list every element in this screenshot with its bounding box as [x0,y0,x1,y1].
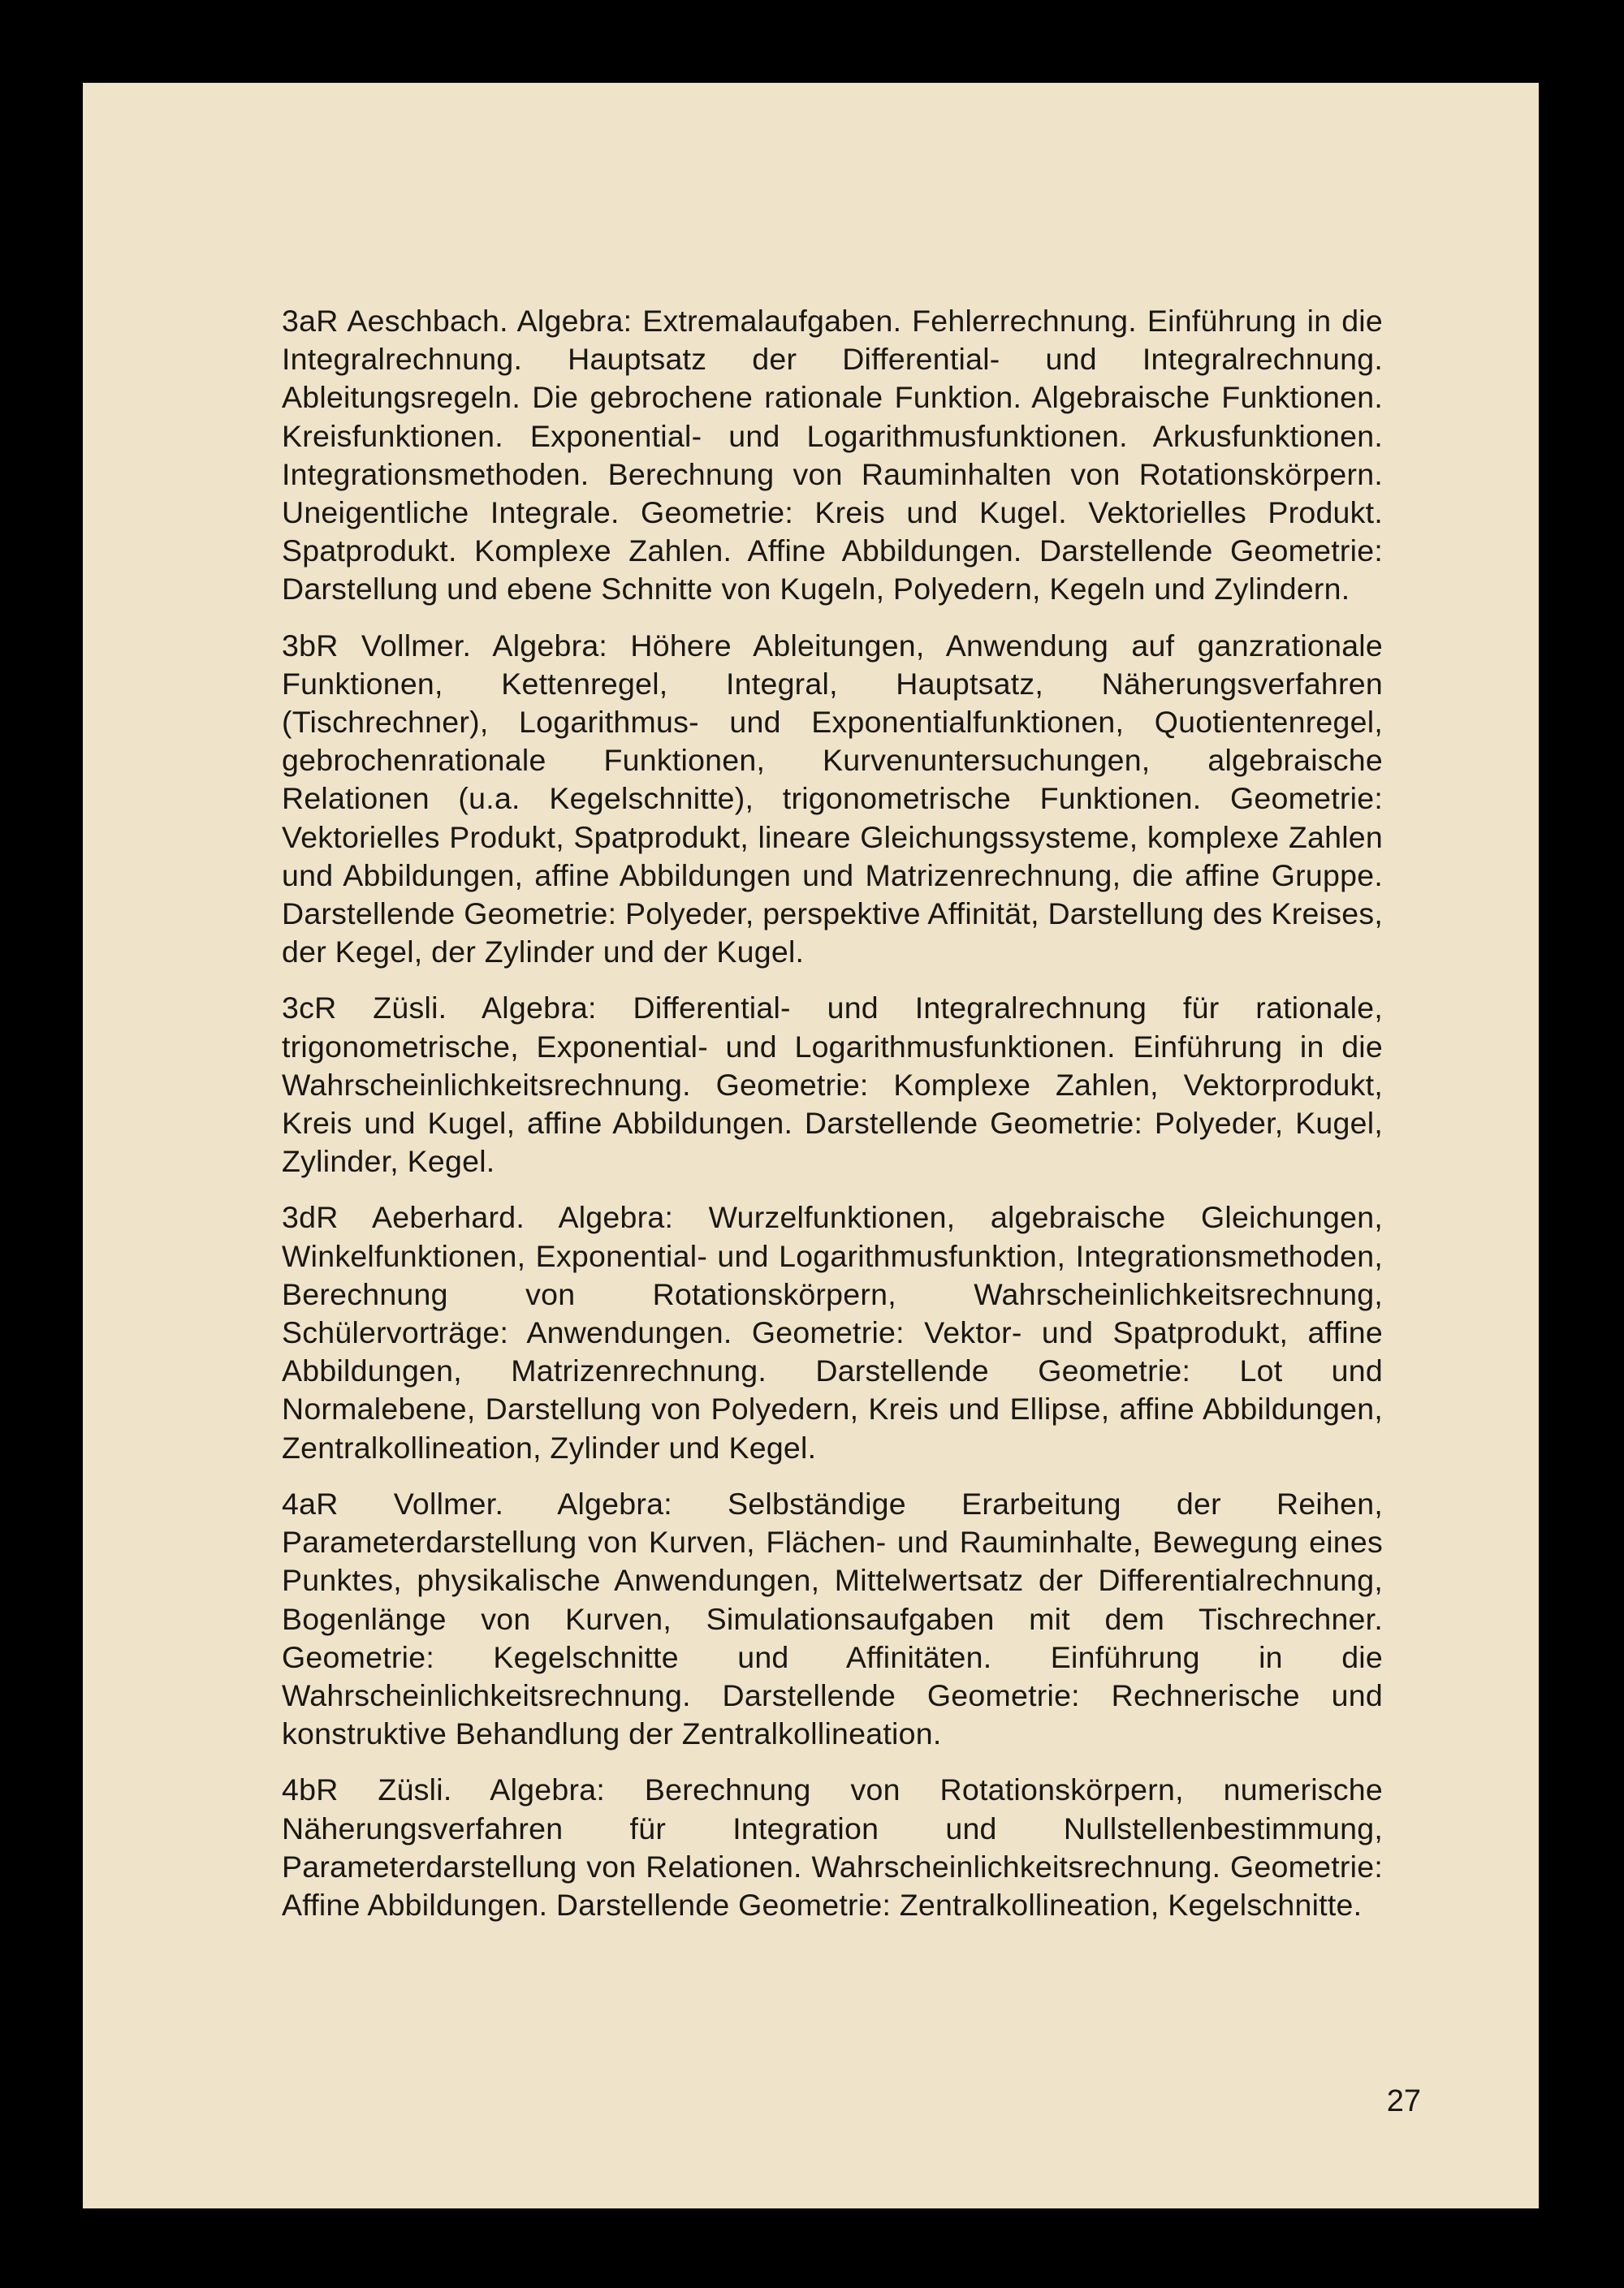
course-entry-4bR: 4bR Züsli. Algebra: Berechnung von Rotationskörpern, numerische Näherungsverfahren für Integration und Nullstellenbestimmung, Parameterdarstellung von Relationen. Wahrscheinlichkeitsrechnung. Geometrie: Affine Abbildungen. Darstellende Geometrie: Zentralkollineation, Kegelschnitte. [282,1772,1383,1922]
course-entry-3aR: 3aR Aeschbach. Algebra: Extremalaufgaben. Fehlerrechnung. Einführung in die Integralrechnung. Hauptsatz der Differential- und Integralrechnung. Ableitungsregeln. Die gebrochene rationale Funktion. Algebraische Funktionen. Kreisfunktionen. Exponential- und Logarithmusfunktionen. Arkusfunktionen. Integrationsmethoden. Berechnung von Rauminhalten von Rotationskörpern. Uneigentliche Integrale. Geometrie: Kreis und Kugel. Vektorielles Produkt. Spatprodukt. Komplexe Zahlen. Affine Abbildungen. Darstellende Geometrie: Darstellung und ebene Schnitte von Kugeln, Polyedern, Kegeln und Zylindern. [282,304,1383,607]
course-entry-3cR: 3cR Züsli. Algebra: Differential- und Integralrechnung für rationale, trigonometrische, Exponential- und Logarithmusfunktionen. Einführung in die Wahrscheinlichkeitsrechnung. Geometrie: Komplexe Zahlen, Vektorprodukt, Kreis und Kugel, affine Abbildungen. Darstellende Geometrie: Polyeder, Kugel, Zylinder, Kegel. [282,991,1383,1179]
course-entry-4aR: 4aR Vollmer. Algebra: Selbständige Erarbeitung der Reihen, Parameterdarstellung von Kurven, Flächen- und Rauminhalte, Bewegung eines Punktes, physikalische Anwendungen, Mittelwertsatz der Differentialrechnung, Bogenlänge von Kurven, Simulationsaufgaben mit dem Tischrechner. Geometrie: Kegelschnitte und Affinitäten. Einführung in die Wahrscheinlichkeitsrechnung. Darstellende Geometrie: Rechnerische und konstruktive Behandlung der Zentralkollineation. [282,1486,1383,1751]
document-page [83,83,1539,2208]
course-entry-3dR: 3dR Aeberhard. Algebra: Wurzelfunktionen, algebraische Gleichungen, Winkelfunktionen, Exponential- und Logarithmusfunktion, Integrationsmethoden, Berechnung von Rotationskörpern, Wahrscheinlichkeitsrechnung, Schülervorträge: Anwendungen. Geometrie: Vektor- und Spatprodukt, affine Abbildungen, Matrizenrechnung. Darstellende Geometrie: Lot und Normalebene, Darstellung von Polyedern, Kreis und Ellipse, affine Abbildungen, Zentralkollineation, Zylinder und Kegel. [282,1200,1383,1465]
course-list [282,302,1383,1942]
course-entry-3bR: 3bR Vollmer. Algebra: Höhere Ableitungen, Anwendung auf ganzrationale Funktionen, Kettenregel, Integral, Hauptsatz, Näherungsverfahren (Tischrechner), Logarithmus- und Exponentialfunktionen, Quotientenregel, gebrochenrationale Funktionen, Kurvenuntersuchungen, algebraische Relationen (u.a. Kegelschnitte), trigonometrische Funktionen. Geometrie: Vektorielles Produkt, Spatprodukt, lineare Gleichungssysteme, komplexe Zahlen und Abbildungen, affine Abbildungen und Matrizenrechnung, die affine Gruppe. Darstellende Geometrie: Polyeder, perspektive Affinität, Darstellung des Kreises, der Kegel, der Zylinder und der Kugel. [282,628,1383,969]
page-number: 27 [1386,2084,1421,2118]
